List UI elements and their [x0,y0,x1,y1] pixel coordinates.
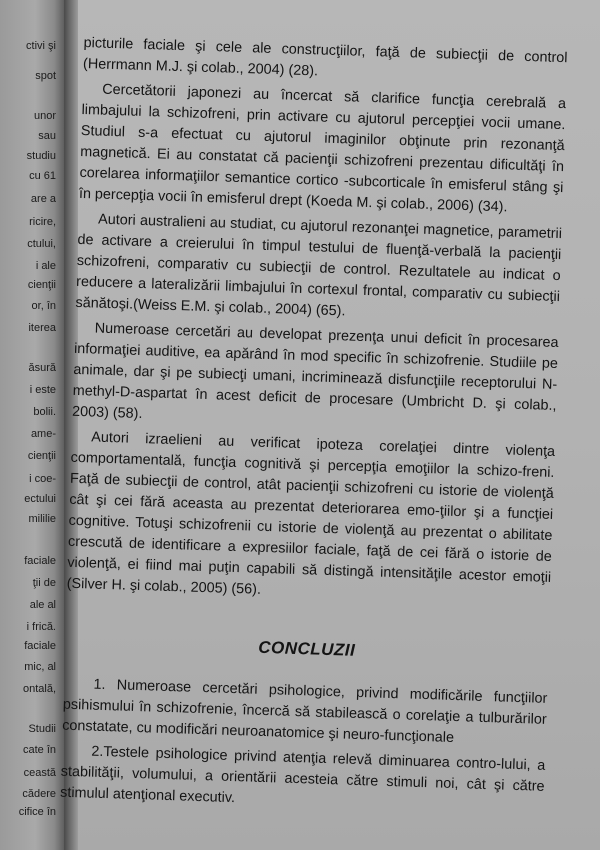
conclusion-1: 1. Numeroase cercetări psihologice, privind modificările funcţiilor psihismului în schizofrenie, încercă să stabilească o corelaţie a tulburărilor constatate, cu modificări neuroanatomice şi neuro-funcţionale [61,676,548,746]
left-page-fragment: i frică. [26,621,56,633]
left-page-fragment: ceastă [23,767,56,779]
left-page-fragment: Studii [28,723,56,735]
left-page-fragment: faciale [24,555,56,567]
left-page-fragment: or, în [31,300,56,312]
left-page-fragment: cate în [22,744,56,756]
page-content [60,33,568,823]
paragraph-4: Numeroase cercetări au developat prezenţa unui deficit în procesarea informaţiei auditive, ea apărând în mod specific în schizofrenie. Studiile pe animale, dar şi pe subiecţi umani, incriminează disfuncţiile receptorului N-methyl-D-aspartat în acest deficit de procesare (Umbricht D. şi colab., 2003) (58). [71,320,559,423]
left-page-fragment: cienţii [27,279,56,291]
left-page-fragment: i coe- [29,473,56,485]
left-page-fragment: ctului, [27,238,56,250]
left-page-fragment: căderе [22,788,56,800]
left-page-fragment: ricire, [29,216,56,228]
adjacent-page-edge [0,0,64,850]
left-page-fragment: ale al [29,599,56,611]
left-page-fragment: iterea [28,322,56,334]
left-page-fragment: mic, al [24,661,56,673]
left-page-fragment: i ale [35,260,56,272]
left-page-fragment: ame- [30,428,56,440]
left-page-fragment: ctivi şi [26,40,56,52]
left-page-fragment: faciale [24,640,56,652]
left-page-fragment: ţii de [32,577,56,589]
paragraph-3: Autori australieni au studiat, cu ajutorul rezonanţei magnetice, parametrii de activare a creierului în timpul testului de fluenţă-verbală la pacienţii schizofreni, comparativ cu subiecţii de control. Rezultatele au indicat o reducere a lateralizării limbajului în cortexul frontal, comparativ cu subiecţii sănătoşi.(Weiss E.M. şi colab., 2004) (65). [75,211,563,320]
left-page-fragment: cu 61 [29,170,56,182]
left-page-fragment: studiu [26,150,56,162]
left-page-fragment: ontală, [22,683,56,695]
left-page-fragment: ectului [24,493,56,505]
left-page-fragment: bolii. [33,406,56,418]
left-page-fragment: spot [35,70,56,82]
left-page-fragment: mililie [28,513,56,525]
book-page [59,0,600,850]
left-page-fragment: cienţii [27,450,56,462]
left-page-fragment: are a [30,193,56,205]
left-page-fragment: i este [29,384,56,396]
paragraph-1: picturile faciale şi cele ale construcţiilor, faţă de subiecţii de control (Herrmann M.J. şi colab., 2004) (28). [82,34,568,80]
left-page-fragment: sau [38,130,56,142]
left-page-fragment: cifice în [18,806,56,818]
left-page-fragment: unor [33,110,56,122]
conclusion-2: 2.Testele psihologice privind atenţia relevă diminuarea contro-lului, a stabilităţii, volumului, a orientării acesteia către stimuli noi, cât şi către stimulul atenţional executiv. [59,743,546,807]
paragraph-5: Autori izraelieni au verificat ipoteza corelaţiei dintre violenţa comportamentală, funcţia cognitivă şi percepţia emoţiilor la schizo-freni. Faţă de subiecţii de control, atât pacienţii schizofreni cu istorie de violenţă cât şi cei fără aceasta au prezentat deteriorarea emo-ţiilor şi a funcţiei cognitive. Totuşi schizofrenii cu istorie de violenţă au prezentat o abilitate crescută de identificare a expresiilor faciale, faţă de cei fără o istorie de violenţă, ei fiind mai puţin capabili să distingă intensităţile acestor emoţii (Silver H. şi colab., 2005) (56). [66,429,556,598]
section-heading: CONCLUZII [257,637,356,660]
paragraph-2: Cercetătorii japonezi au încercat să clarifice funcţia cerebrală a limbajului la schizofreni, prin activare cu ajutorul percepţiei vocii umane. Studiul s-a efectuat cu ajutorul imaginilor obţinute prin rezonanţă magnetică. Ei au constatat că pacienţii schizofreni prezentau dificultăţi în corelarea informaţiilor semantice cortico -subcorticale în emisferul stâng şi în percepţia vocii în emisferul drept (Koeda M. şi colab., 2006) (34). [78,81,567,216]
left-page-fragment: ăsură [28,362,56,374]
